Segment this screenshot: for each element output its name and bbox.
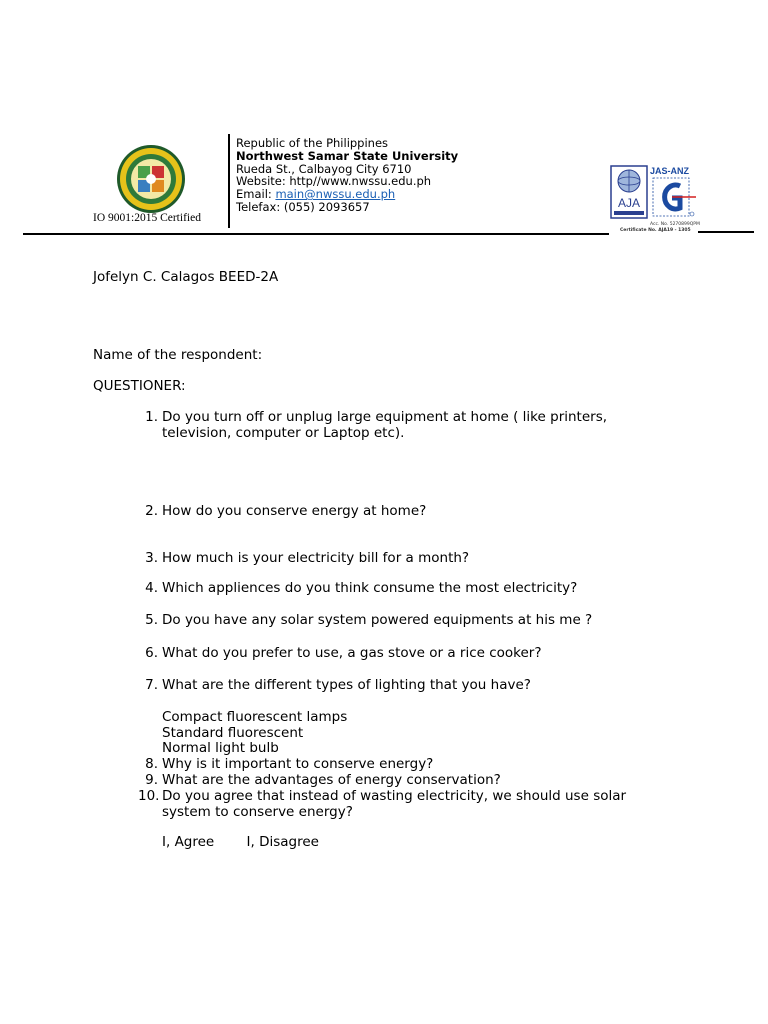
question-text: What do you prefer to use, a gas stove or a rice cooker? <box>162 645 542 661</box>
agree-option: I, Agree <box>162 834 215 850</box>
website-line: Website: http//www.nwssu.edu.ph <box>236 174 432 189</box>
lighting-options <box>162 710 347 757</box>
aja-certification-logo <box>610 165 648 219</box>
aja-logo-text: AJA <box>617 196 641 210</box>
lighting-option: Compact fluorescent lamps <box>162 709 348 725</box>
question-text: Do you have any solar system powered equipments at his me ? <box>162 612 593 628</box>
question-number: 1. <box>145 409 158 425</box>
certificate-number: Certificate No. AJA19 - 1305 <box>620 228 691 233</box>
jas-anz-logo <box>650 166 698 226</box>
question-text: What are the different types of lighting that you have? <box>162 677 531 693</box>
question-number: 3. <box>145 550 158 566</box>
lighting-option: Standard fluorescent <box>162 724 304 741</box>
email-link[interactable]: main@nwssu.edu.ph <box>275 187 396 202</box>
header-divider-vertical <box>228 134 230 228</box>
accreditation-number: Acc. No. 5270899QPM <box>650 222 700 227</box>
question-number: 6. <box>145 645 158 661</box>
question-number: 10. <box>138 788 160 804</box>
header-divider-horizontal-right <box>698 231 754 233</box>
address-line: Rueda St., Calbayog City 6710 <box>236 161 412 176</box>
question-text: How much is your electricity bill for a month? <box>162 550 470 566</box>
question-text: How do you conserve energy at home? <box>162 503 427 519</box>
telefax-line: Telefax: (055) 2093657 <box>236 199 370 214</box>
questioner-heading: QUESTIONER: <box>93 378 186 394</box>
lighting-option: Normal light bulb <box>162 740 279 757</box>
country-line: Republic of the Philippines <box>236 136 389 150</box>
question-text: Why is it important to conserve energy? <box>162 756 434 772</box>
question-number: 9. <box>145 772 158 788</box>
university-seal-logo <box>116 144 186 214</box>
question-number: 2. <box>145 503 158 519</box>
iso-certification-text: IO 9001:2015 Certified <box>93 212 201 224</box>
agree-options <box>162 835 319 851</box>
respondent-label: Name of the respondent: <box>93 347 263 363</box>
question-text: Do you turn off or unplug large equipment at home ( like printers, television, computer or Laptop etc). <box>162 409 608 441</box>
question-text: What are the advantages of energy conservation? <box>162 772 501 788</box>
question-text: Do you agree that instead of wasting electricity, we should use solar system to conserve energy? <box>162 788 627 820</box>
question-number: 8. <box>145 756 158 772</box>
jas-anz-text: JAS-ANZ <box>650 166 690 176</box>
header-divider-horizontal <box>23 233 609 235</box>
question-text: Which appliences do you think consume the most electricity? <box>162 580 578 596</box>
disagree-option: I, Disagree <box>246 834 319 850</box>
question-number: 4. <box>145 580 158 596</box>
student-name: Jofelyn C. Calagos BEED-2A <box>93 269 279 285</box>
university-name: Northwest Samar State University <box>236 148 459 163</box>
question-number: 7. <box>145 677 158 693</box>
university-letterhead <box>236 137 458 214</box>
email-label: Email: <box>236 187 276 202</box>
jas-anz-emblem <box>650 176 696 220</box>
question-number: 5. <box>145 612 158 628</box>
